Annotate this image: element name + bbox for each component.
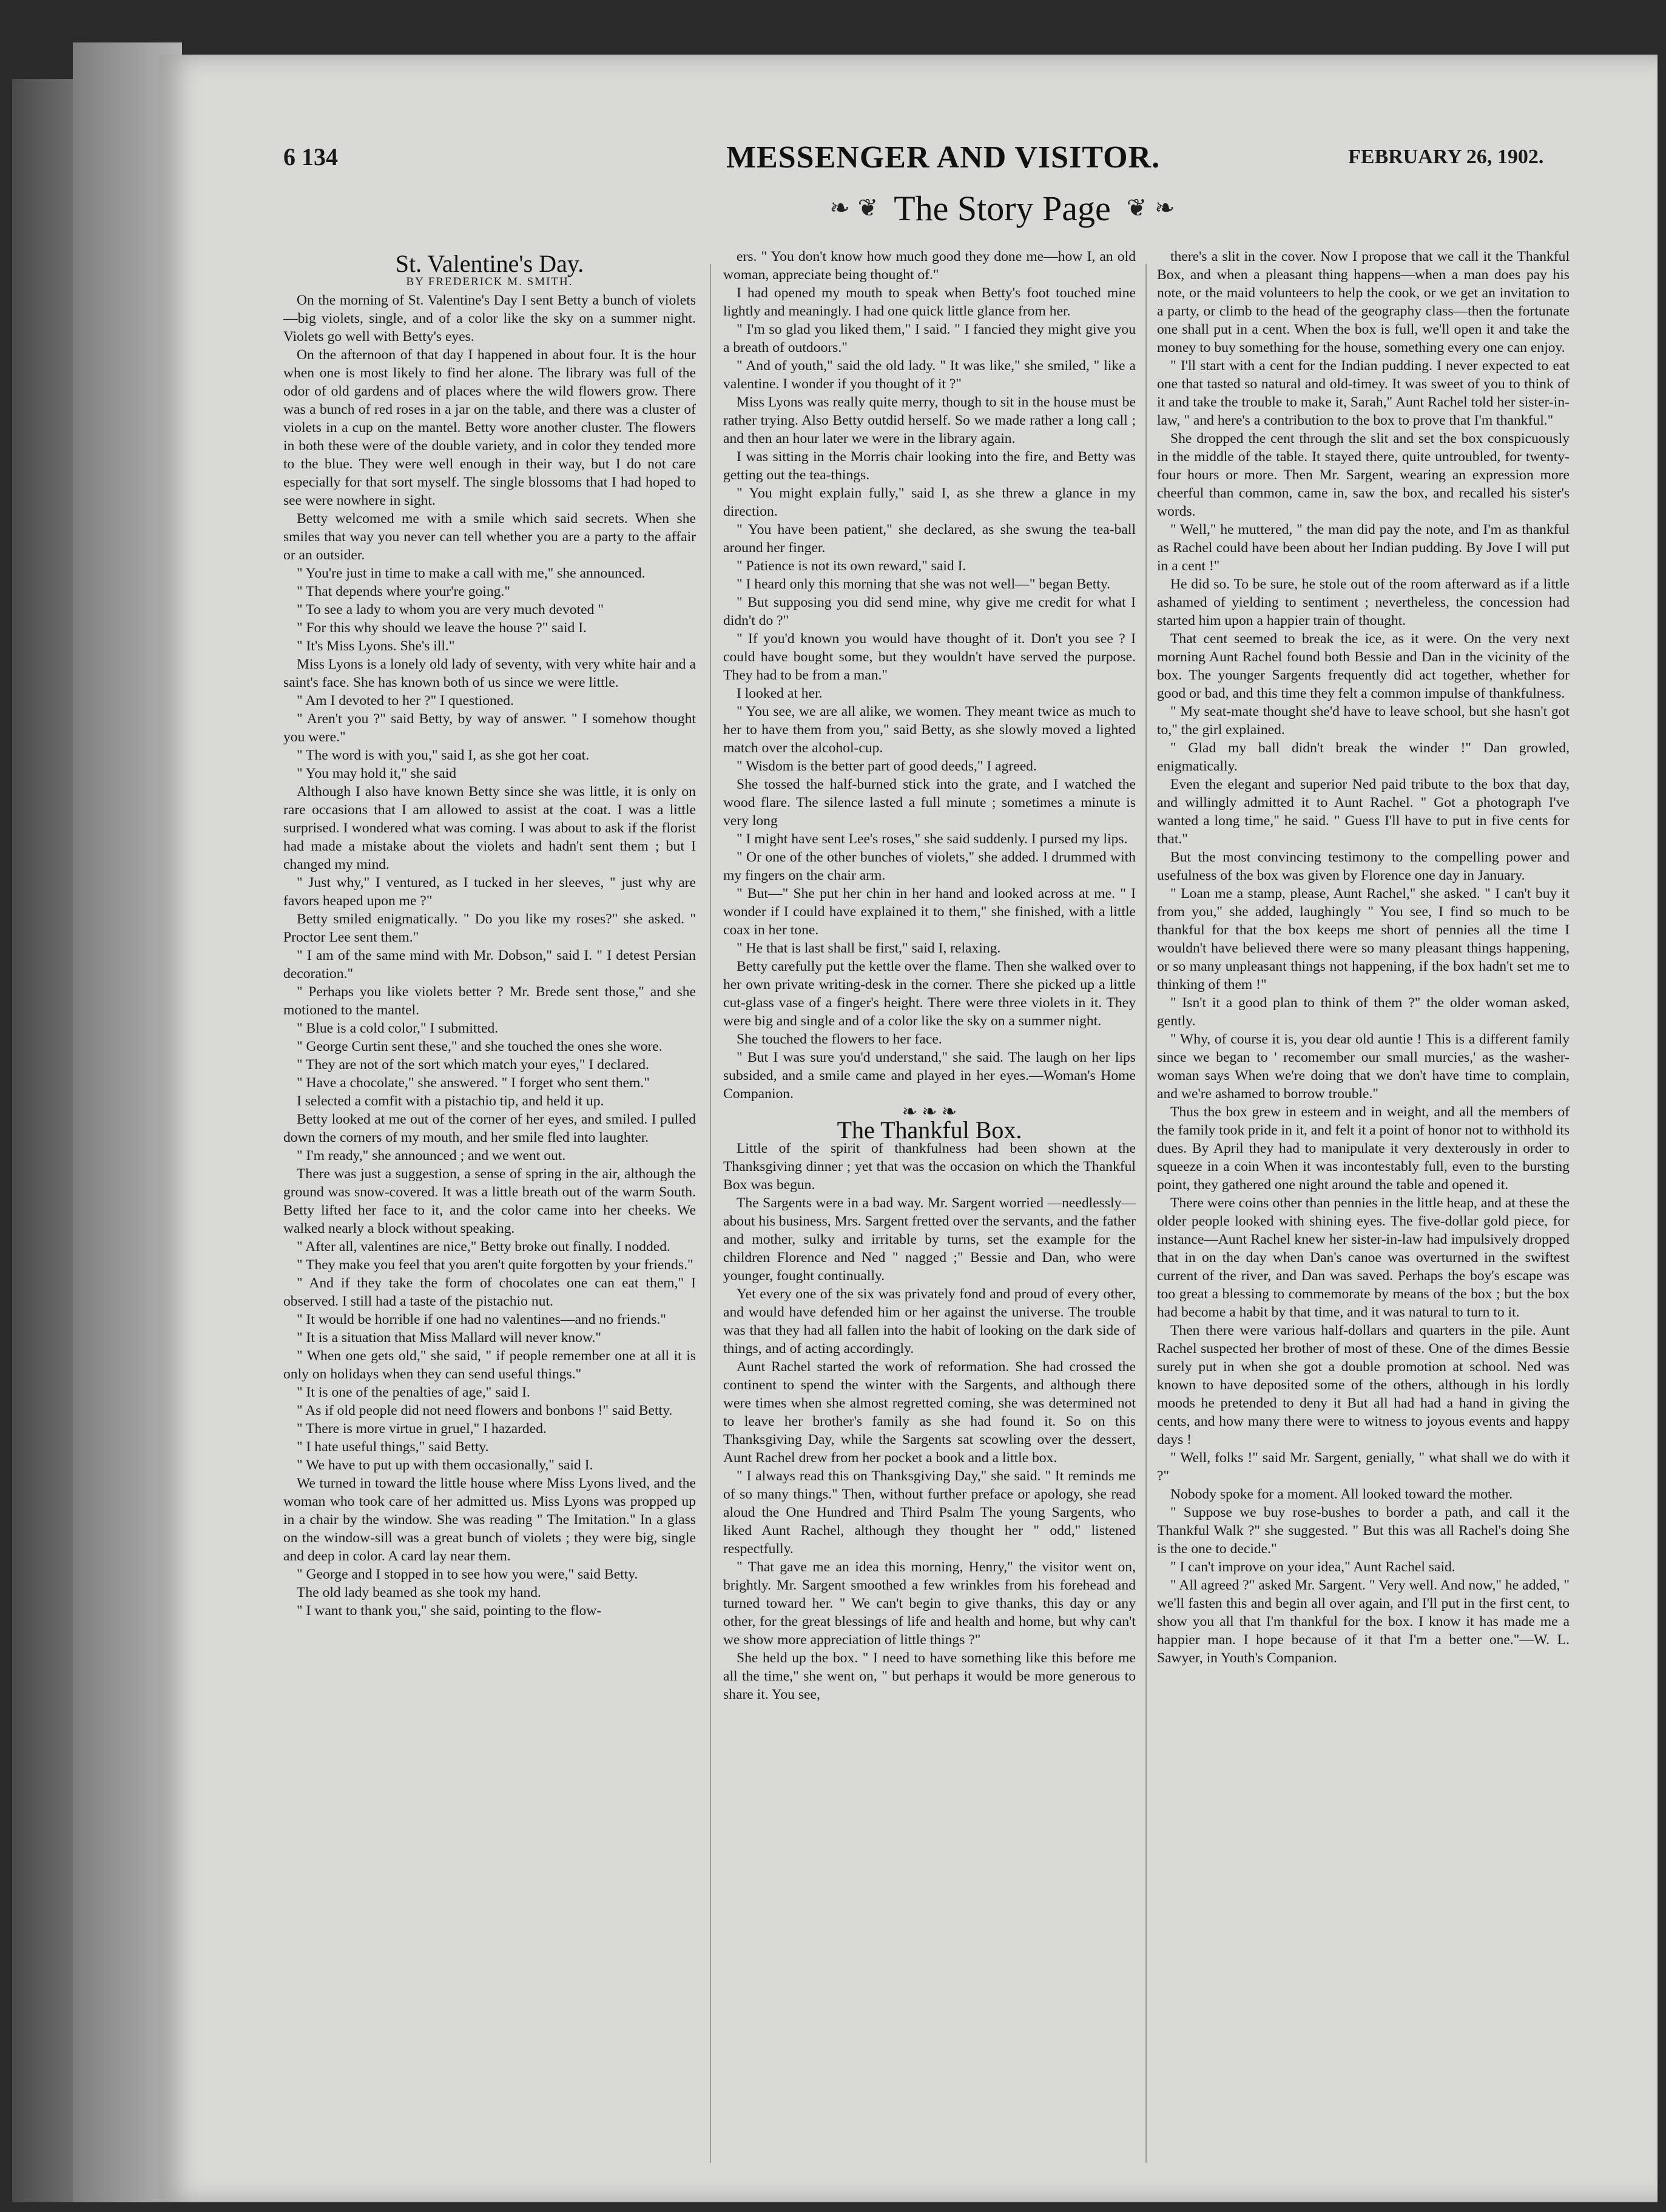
paragraph: She touched the flowers to her face. bbox=[737, 1031, 942, 1047]
article-byline: BY FREDERICK M. SMITH. bbox=[406, 275, 573, 288]
newspaper-page bbox=[159, 55, 1658, 2202]
paragraph: " He that is last shall be first," said I, relaxing. bbox=[737, 940, 1001, 956]
paragraph: " Have a chocolate," she answered. " I forget who sent them." bbox=[297, 1075, 650, 1091]
paragraph: Thus the box grew in esteem and in weight, and all the members of the family took pride in it, and felt it a point of honor not to withhold its dues. By April they had to manipulate it very dexterously in order to squeeze in a coin When it was incontestably full, even to the bursting point, they gathered one night around the table and opened it. bbox=[1157, 1104, 1570, 1193]
paragraph: " Aren't you ?" said Betty, by way of answer. " I somehow thought you were." bbox=[283, 711, 696, 745]
paragraph: " Wisdom is the better part of good deeds," I agreed. bbox=[737, 758, 1037, 774]
article-body bbox=[723, 1139, 1136, 1704]
paragraph: " It is one of the penalties of age," said I. bbox=[297, 1384, 530, 1400]
column-3 bbox=[1157, 248, 1570, 1667]
leaf-ornament-icon: ❧ ❦ bbox=[829, 194, 879, 222]
paragraph: " You might explain fully," said I, as she threw a glance in my direction. bbox=[723, 485, 1136, 519]
paragraph: Then there were various half-dollars and quarters in the pile. Aunt Rachel suspected her brother of most of these. One of the dimes Bessie surely put in when she got a double promotion at school. Ned was known to have deposited some of the others, although in his lordly moods he pretended to deny it But all had had a hand in giving the cents, and how many there were to witness to joyous events and happy days ! bbox=[1157, 1323, 1570, 1448]
paragraph: " Loan me a stamp, please, Aunt Rachel," she asked. " I can't buy it from you," she added, laughingly " You see, I find so much to be thankful for that the box keeps me short of pennies all the time I wouldn't have believed there were so many pleasant things happening, or so many unpleasant things not happening, if the box hadn't set me to thinking of them !" bbox=[1157, 886, 1570, 993]
paragraph: " After all, valentines are nice," Betty broke out finally. I nodded. bbox=[297, 1239, 670, 1255]
paragraph: There was just a suggestion, a sense of spring in the air, although the ground was snow-covered. It was a little breath out of the warm South. Betty lifted her face to it, and the color came into her cheeks. We walked nearly a block without speaking. bbox=[283, 1166, 696, 1236]
paragraph: " They make you feel that you aren't quite forgotten by your friends." bbox=[297, 1257, 693, 1273]
paragraph: He did so. To be sure, he stole out of the room afterward as if a little ashamed of yielding to sentiment ; nevertheless, the concession had started him upon a happier train of thought. bbox=[1157, 576, 1570, 629]
paragraph: " Glad my ball didn't break the winder !" Dan growled, enigmatically. bbox=[1157, 740, 1570, 774]
column-divider bbox=[710, 264, 711, 2163]
paragraph: I had opened my mouth to speak when Betty's foot touched mine lightly and meaningly. I had one quick little glance from her. bbox=[723, 285, 1136, 319]
paragraph: " You're just in time to make a call with me," she announced. bbox=[297, 565, 646, 581]
paragraph: " I always read this on Thanksgiving Day," she said. " It reminds me of so many things." Then, without further preface or apology, she read aloud the One Hundred and Third Psalm The young Sargents, who liked Aunt Rachel, although they thought her " odd," listened respectfully. bbox=[723, 1468, 1136, 1557]
paragraph: Betty carefully put the kettle over the flame. Then she walked over to her own private writing-desk in the corner. There she picked up a little cut-glass vase of a finger's height. There were three violets in it. They were big and single and of a color like the sky on a summer night. bbox=[723, 959, 1136, 1029]
paragraph: " The word is with you," said I, as she got her coat. bbox=[297, 747, 590, 763]
article-title: St. Valentine's Day. bbox=[395, 250, 584, 277]
paragraph: " Patience is not its own reward," said I. bbox=[737, 558, 966, 574]
paragraph: " Am I devoted to her ?" I questioned. bbox=[297, 693, 514, 709]
paragraph: Miss Lyons is a lonely old lady of seventy, with very white hair and a saint's face. She has known both of us since we were little. bbox=[283, 656, 696, 690]
paragraph: " I can't improve on your idea," Aunt Rachel said. bbox=[1170, 1559, 1455, 1575]
paragraph: " You have been patient," she declared, as she swung the tea-ball around her finger. bbox=[723, 522, 1136, 556]
paragraph: I looked at her. bbox=[737, 686, 823, 701]
paragraph: " George Curtin sent these," and she touched the ones she wore. bbox=[297, 1039, 663, 1054]
paragraph: " All agreed ?" asked Mr. Sargent. " Very well. And now," he added, " we'll fasten this and begin all over again, and I'll put in the first cent, to show you all that I'm thankful for the box. I know it has made me a happier man. I hope because of it that I'm a better one."—W. L. Sawyer, in Youth's Companion. bbox=[1157, 1577, 1570, 1666]
paragraph: But the most convincing testimony to the compelling power and usefulness of the box was given by Florence one day in January. bbox=[1157, 849, 1570, 883]
paragraph: " It is a situation that Miss Mallard will never know." bbox=[297, 1330, 601, 1346]
paragraph: Nobody spoke for a moment. All looked toward the mother. bbox=[1170, 1486, 1513, 1502]
paragraph: " Why, of course it is, you dear old auntie ! This is a different family since we began to ' recomember our small murcies,' as the washer-woman says When we're doing that we don't have time to complain, and we're ashamed to borrow trouble." bbox=[1157, 1031, 1570, 1102]
paragraph: " That gave me an idea this morning, Henry," the visitor went on, brightly. Mr. Sargent smoothed a few wrinkles from his forehead and turned toward her. " We can't begin to give thanks, this day or any other, for the great blessings of life and health and home, but why can't we show more appreciation of little things ?" bbox=[723, 1559, 1136, 1648]
paragraph: " I might have sent Lee's roses," she said suddenly. I pursed my lips. bbox=[737, 831, 1128, 847]
issue-date: FEBRUARY 26, 1902. bbox=[1348, 146, 1544, 168]
paragraph: " When one gets old," she said, " if people remember one at all it is only on holidays when they can send useful things." bbox=[283, 1348, 696, 1382]
paragraph: " But supposing you did send mine, why give me credit for what I didn't do ?" bbox=[723, 595, 1136, 629]
paragraph: " George and I stopped in to see how you were," said Betty. bbox=[297, 1566, 638, 1582]
paragraph: " Perhaps you like violets better ? Mr. Brede sent those," and she motioned to the mantel. bbox=[283, 984, 696, 1018]
paragraph: " That depends where your're going." bbox=[297, 584, 510, 599]
paragraph: " For this why should we leave the house ?" said I. bbox=[297, 620, 587, 636]
paragraph: We turned in toward the little house where Miss Lyons lived, and the woman who took care of her admitted us. Miss Lyons was propped up in a chair by the window. She was reading " The Imitation." In a glass on the window-sill was a great bunch of violets ; they were big, single and deep in color. A card lay near them. bbox=[283, 1475, 696, 1564]
article-body bbox=[283, 291, 696, 1620]
paragraph: " Well," he muttered, " the man did pay the note, and I'm as thankful as Rachel could have been about her Indian pudding. By Jove I will put in a cent !" bbox=[1157, 522, 1570, 574]
article-title: The Thankful Box. bbox=[837, 1116, 1022, 1144]
paragraph: Aunt Rachel started the work of reformation. She had crossed the continent to spend the winter with the Sargents, and although there were times when she almost regretted coming, she was determined not to leave her brother's family as she had found it. So on this Thanksgiving Day, while the Sargents sat scowling over the dessert, Aunt Rachel drew from her pocket a book and a little box. bbox=[723, 1359, 1136, 1466]
paragraph: there's a slit in the cover. Now I propose that we call it the Thankful Box, and when a pleasant thing happens—when a man does pay his note, or the maid volunteers to help the cook, or we get an invitation to a party, or climb to the head of the geography class—then the fortunate one shall put in a cent. When the box is full, we'll open it and take the money to buy something for the house, something every one can enjoy. bbox=[1157, 249, 1570, 356]
paragraph: " Blue is a cold color," I submitted. bbox=[297, 1020, 499, 1036]
paragraph: " You may hold it," she said bbox=[297, 766, 457, 781]
column-2 bbox=[723, 248, 1136, 1704]
paragraph: There were coins other than pennies in the little heap, and at these the older people looked with shining eyes. The five-dollar gold piece, for instance—Aunt Rachel knew her sister-in-law had impulsively dropped that in on the day when Dan's canoe was overturned in the swiftest current of the river, and Dan was saved. Perhaps the boy's escape was too great a blessing to commemorate by means of the box ; but the box had become a habit by that time, and it was natural to turn to it. bbox=[1157, 1195, 1570, 1320]
paragraph: Although I also have known Betty since she was little, it is only on rare occasions that I am allowed to assist at the coat. I was a little surprised. I wondered what was coming. I was about to ask if the florist had made a mistake about the violets and hadn't sent them ; but I changed my mind. bbox=[283, 784, 696, 872]
paragraph: " I want to thank you," she said, pointing to the flow- bbox=[297, 1603, 602, 1619]
separator-ornament-icon: ❧ ❧ ❧ bbox=[902, 1102, 957, 1122]
paragraph: The Sargents were in a bad way. Mr. Sargent worried —needlessly—about his business, Mrs. Sargent fretted over the servants, and the father and mother, sulky and irritable by turns, set the example for the children Florence and Ned " nagged ;" Bessie and Dan, who were younger, fought continually. bbox=[723, 1195, 1136, 1284]
paragraph: " You see, we are all alike, we women. They meant twice as much to her to have them from you," said Betty, as she slowly moved a lighted match over the alcohol-cup. bbox=[723, 704, 1136, 756]
paragraph: " But I was sure you'd understand," she said. The laugh on her lips subsided, and a smile came and played in her eyes.—Woman's Home Companion. bbox=[723, 1050, 1136, 1102]
paragraph: Even the elegant and superior Ned paid tribute to the box that day, and willingly admitted it to Aunt Rachel. " Got a photograph I've wanted a long time," he said. " Guess I'll have to put in five cents for that." bbox=[1157, 777, 1570, 847]
paragraph: " It's Miss Lyons. She's ill." bbox=[297, 638, 455, 654]
paragraph: " If you'd known you would have thought of it. Don't you see ? I could have bought some, but they wouldn't have served the purpose. They had to be from a man." bbox=[723, 631, 1136, 683]
paragraph: She tossed the half-burned stick into the grate, and I watched the wood flare. The silence lasted a full minute ; sometimes a minute is very long bbox=[723, 777, 1136, 829]
paragraph: " I'm so glad you liked them," I said. " I fancied they might give you a breath of outdoors." bbox=[723, 322, 1136, 356]
paragraph: " But—" She put her chin in her hand and looked across at me. " I wonder if I could have explained it to them," she finished, with a little coax in her tone. bbox=[723, 886, 1136, 938]
paragraph: She held up the box. " I need to have something like this before me all the time," she went on, " but perhaps it would be more generous to share it. You see, bbox=[723, 1650, 1136, 1702]
paragraph: " I heard only this morning that she was not well—" began Betty. bbox=[737, 576, 1110, 592]
leaf-ornament-icon: ❦ ❧ bbox=[1126, 194, 1175, 222]
column-divider bbox=[1145, 264, 1147, 2163]
paragraph: Miss Lyons was really quite merry, though to sit in the house must be rather trying. Also Betty outdid herself. So we made rather a long call ; and then an hour later we were in the library again. bbox=[723, 394, 1136, 447]
paragraph: I was sitting in the Morris chair looking into the fire, and Betty was getting out the tea-things. bbox=[723, 449, 1136, 483]
paragraph: " To see a lady to whom you are very much devoted " bbox=[297, 602, 604, 618]
paragraph: On the morning of St. Valentine's Day I sent Betty a bunch of violets—big violets, single, and of a color like the sky on a summer night. Violets go well with Betty's eyes. bbox=[283, 292, 696, 345]
paragraph: On the afternoon of that day I happened in about four. It is the hour when one is most likely to find her alone. The library was full of the odor of old gardens and of places where the wild flowers grow. There was a bunch of red roses in a jar on the table, and there was a cluster of violets in a cup on the mantel. Betty wore another cluster. The flowers in both these were of the double variety, and in color they tended more to the blue. They were well enough in their way, but I do not care especially for that sort myself. The single blossoms that I had hoped to see were nowhere in sight. bbox=[283, 347, 696, 508]
paragraph: Betty looked at me out of the corner of her eyes, and smiled. I pulled down the corners of my mouth, and her smile fled into laughter. bbox=[283, 1111, 696, 1145]
paragraph: Yet every one of the six was privately fond and proud of every other, and would have defended him or her against the universe. The trouble was that they had all fallen into the habit of looking on the dark side of things, and of acting accordingly. bbox=[723, 1286, 1136, 1357]
paragraph: " Suppose we buy rose-bushes to border a path, and call it the Thankful Walk ?" she suggested. " But this was all Rachel's doing She is the one to decide." bbox=[1157, 1505, 1570, 1557]
masthead-title: MESSENGER AND VISITOR. bbox=[726, 140, 1161, 175]
paragraph: " Isn't it a good plan to think of them ?" the older woman asked, gently. bbox=[1157, 995, 1570, 1029]
paragraph: She dropped the cent through the slit and set the box conspicuously in the middle of the table. It stayed there, quite untroubled, for twenty-four hours or more. Then Mr. Sargent, wearing an expression more cheerful than common, came in, saw the box, and recalled his sister's words. bbox=[1157, 431, 1570, 519]
article-body bbox=[1157, 248, 1570, 1667]
paragraph: " We have to put up with them occasionally," said I. bbox=[297, 1457, 593, 1473]
paragraph: " I'm ready," she announced ; and we went out. bbox=[297, 1148, 566, 1164]
paragraph: " And if they take the form of chocolates one can eat them," I observed. I still had a taste of the pistachio nut. bbox=[283, 1275, 696, 1309]
paragraph: That cent seemed to break the ice, as it were. On the very next morning Aunt Rachel found both Bessie and Dan in the vicinity of the box. The younger Sargents frequently did act together, whether for good or bad, and this time they felt a common impulse of thankfulness. bbox=[1157, 631, 1570, 701]
paragraph: " There is more virtue in gruel," I hazarded. bbox=[297, 1421, 547, 1437]
paragraph: " Or one of the other bunches of violets," she added. I drummed with my fingers on the chair arm. bbox=[723, 849, 1136, 883]
paragraph: Betty smiled enigmatically. " Do you like my roses?" she asked. " Proctor Lee sent them." bbox=[283, 911, 696, 945]
paragraph: " My seat-mate thought she'd have to leave school, but she hasn't got to," the girl explained. bbox=[1157, 704, 1570, 738]
paragraph: " I'll start with a cent for the Indian pudding. I never expected to eat one that tasted so natural and old-timey. It was sweet of you to think of it and take the trouble to make it, Sarah," Aunt Rachel told her sister-in-law, " and here's a contribution to the box to prove that I'm thankful." bbox=[1157, 358, 1570, 428]
paragraph: ers. " You don't know how much good they done me—how I, an old woman, appreciate being thought of." bbox=[723, 249, 1136, 283]
paragraph: " They are not of the sort which match your eyes," I declared. bbox=[297, 1057, 649, 1073]
paragraph: " Well, folks !" said Mr. Sargent, genially, " what shall we do with it ?" bbox=[1157, 1450, 1570, 1484]
paragraph: The old lady beamed as she took my hand. bbox=[297, 1585, 541, 1600]
article-body bbox=[723, 248, 1136, 1103]
paragraph: " I am of the same mind with Mr. Dobson," said I. " I detest Persian decoration." bbox=[283, 948, 696, 982]
paragraph: " As if old people did not need flowers and bonbons !" said Betty. bbox=[297, 1403, 673, 1418]
section-title bbox=[723, 181, 1281, 235]
paragraph: Betty welcomed me with a smile which said secrets. When she smiles that way you never can tell whether you are a party to the affair or an outsider. bbox=[283, 511, 696, 563]
paragraph: " Just why," I ventured, as I tucked in her sleeves, " just why are favors heaped upon me ?" bbox=[283, 875, 696, 909]
column-1 bbox=[283, 250, 696, 1620]
paragraph: " I hate useful things," said Betty. bbox=[297, 1439, 489, 1455]
page-number: 6 134 bbox=[283, 143, 338, 170]
section-title-text: The Story Page bbox=[894, 188, 1111, 228]
paragraph: Little of the spirit of thankfulness had been shown at the Thanksgiving dinner ; yet that was the occasion on which the Thankful Box was begun. bbox=[723, 1141, 1136, 1193]
paragraph: " It would be horrible if one had no valentines—and no friends." bbox=[297, 1312, 666, 1327]
paragraph: " And of youth," said the old lady. " It was like," she smiled, " like a valentine. I wonder if you thought of it ?" bbox=[723, 358, 1136, 392]
paragraph: I selected a comfit with a pistachio tip, and held it up. bbox=[297, 1093, 604, 1109]
